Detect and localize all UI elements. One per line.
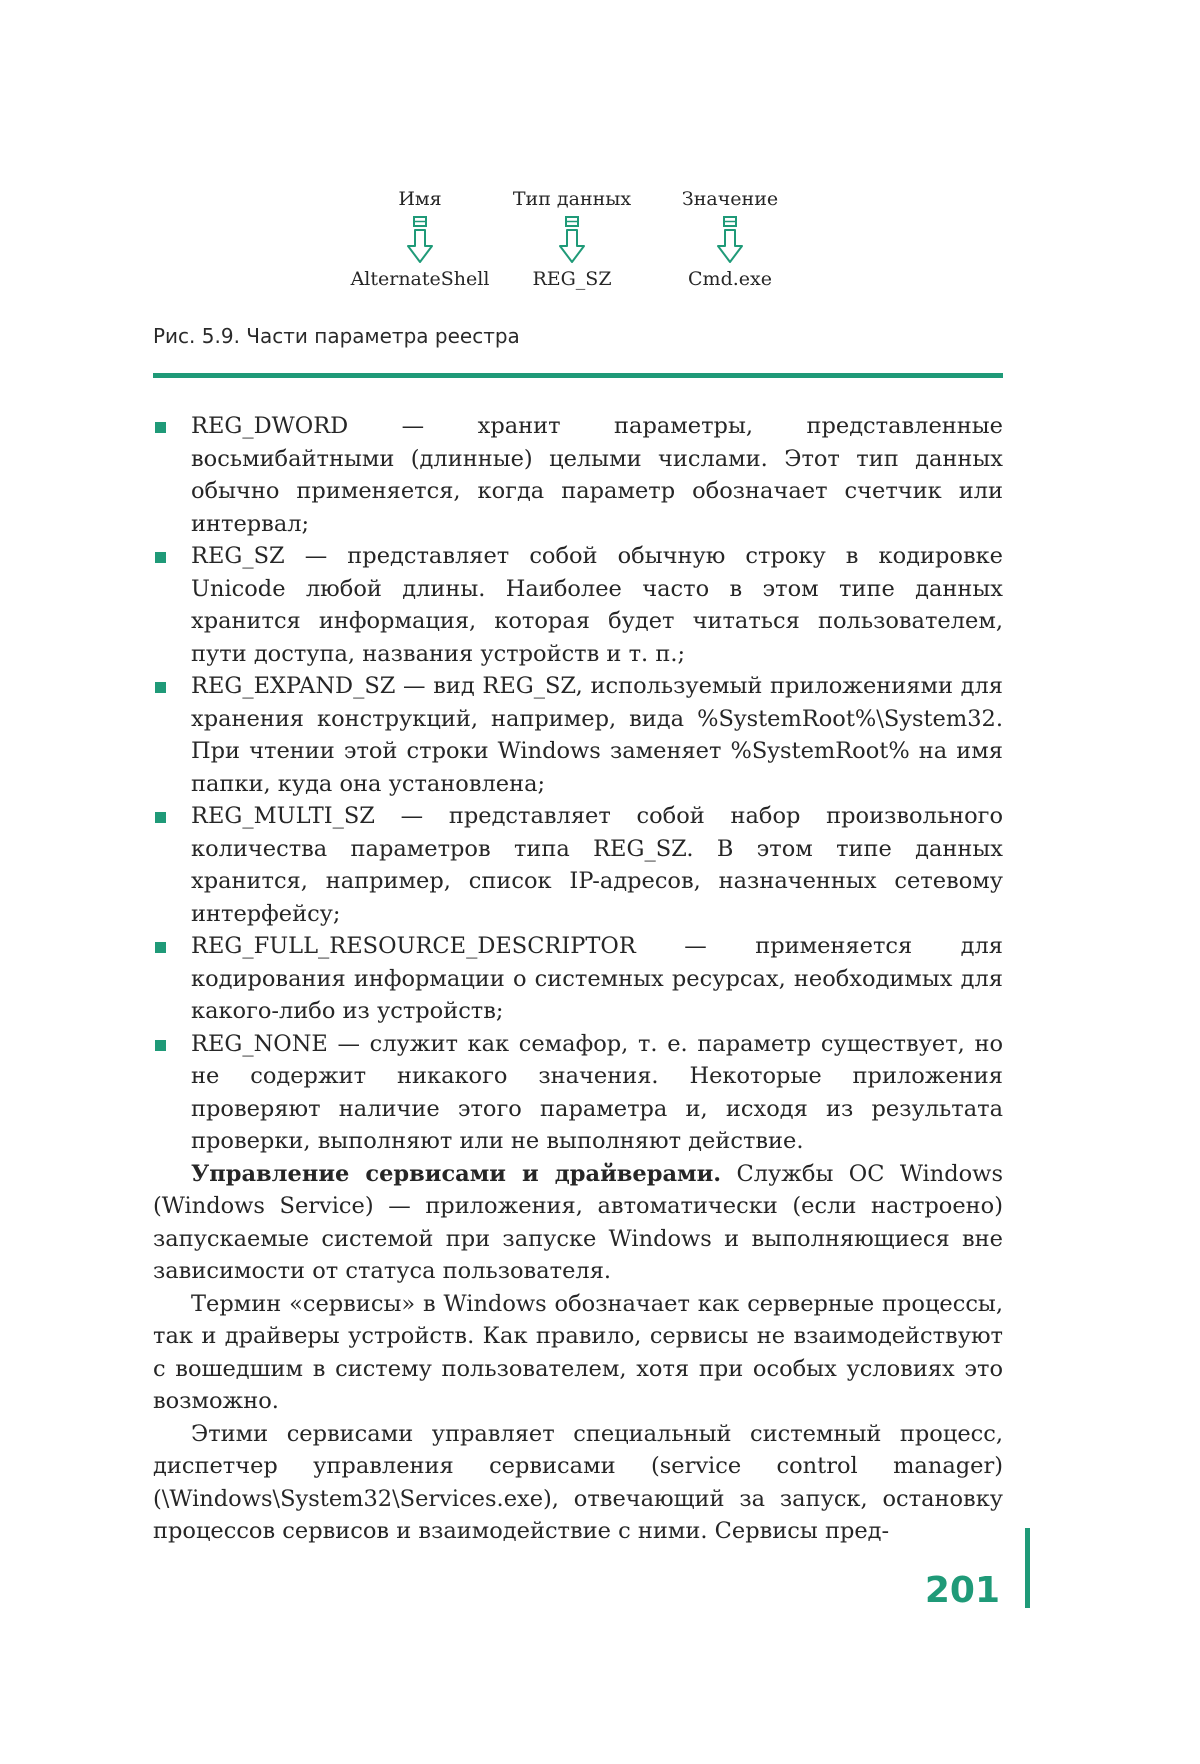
figure-value-reg-sz: REG_SZ <box>532 268 612 290</box>
figure-label-type: Тип данных <box>512 188 632 210</box>
square-bullet-icon <box>155 1040 166 1051</box>
list-item-text: REG_NONE — служит как семафор, т. е. параметр существует, но не содержит никакого значения. Некоторые приложения проверяют наличие этого параметра и, исходя из результата проверки, выполняют или не выполняют действие. <box>191 1030 1003 1154</box>
figure-column-name <box>340 188 500 290</box>
list-item <box>153 410 1003 540</box>
down-arrow-icon <box>715 216 745 266</box>
figure-column-type <box>492 188 652 290</box>
down-arrow-icon <box>557 216 587 266</box>
list-item <box>153 930 1003 1028</box>
list-item <box>153 1028 1003 1158</box>
figure-value-cmd-exe: Cmd.exe <box>688 268 772 290</box>
square-bullet-icon <box>155 812 166 823</box>
list-item <box>153 670 1003 800</box>
figure-column-value <box>650 188 810 290</box>
registry-type-list <box>153 410 1003 1158</box>
paragraph: Этими сервисами управляет специальный системный процесс, диспетчер управления сервисами (service control manager) (\Windows\System32\Services.exe), отвечающий за запуск, остановку процессов сервисов и взаимодействие с ними. Сервисы пред- <box>153 1420 1003 1544</box>
figure-value-alternateshell: AlternateShell <box>350 268 490 290</box>
square-bullet-icon <box>155 682 166 693</box>
page-body <box>153 410 1003 1548</box>
down-arrow-icon <box>405 216 435 266</box>
figure-label-name: Имя <box>398 188 442 210</box>
list-item-text: REG_SZ — представляет собой обычную строку в кодировке Unicode любой длины. Наиболее часто в этом типе данных хранится информация, которая будет читаться пользователем, пути доступа, названия устройств и т. п.; <box>191 543 1003 667</box>
figure-label-value: Значение <box>681 188 779 210</box>
list-item <box>153 800 1003 930</box>
section-lead: Службы ОС Windows (Windows Service) — приложения, автоматически (если настроено) запускаемые системой при запуске Windows и выполняющиеся вне зависимости от статуса пользователя. <box>153 1160 1003 1284</box>
list-item-text: REG_FULL_RESOURCE_DESCRIPTOR — применяется для кодирования информации о системных ресурсах, необходимых для какого-либо из устройств; <box>191 933 1003 1024</box>
figure-caption: Рис. 5.9. Части параметра реестра <box>153 324 520 348</box>
page-number: 201 <box>924 1570 1000 1611</box>
square-bullet-icon <box>155 422 166 433</box>
page-number-bar <box>1025 1528 1030 1608</box>
square-bullet-icon <box>155 942 166 953</box>
section-heading: Управление сервисами и драйверами. <box>191 1160 722 1187</box>
square-bullet-icon <box>155 552 166 563</box>
list-item-text: REG_EXPAND_SZ — вид REG_SZ, используемый приложениями для хранения конструкций, например, вида %SystemRoot%\System32. При чтении этой строки Windows заменяет %SystemRoot% на имя папки, куда она установлена; <box>191 673 1003 797</box>
registry-parameter-figure <box>340 188 820 308</box>
caption-divider <box>153 373 1003 378</box>
list-item-text: REG_DWORD — хранит параметры, представленные восьмибайтными (длинные) целыми числами. Этот тип данных обычно применяется, когда параметр обозначает счетчик или интервал; <box>191 413 1003 537</box>
paragraph: Термин «сервисы» в Windows обозначает как серверные процессы, так и драйверы устройств. Как правило, сервисы не взаимодействуют с вошедшим в систему пользователем, хотя при особых условиях это возможно. <box>153 1290 1003 1414</box>
section-paragraph <box>153 1158 1003 1288</box>
list-item <box>153 540 1003 670</box>
list-item-text: REG_MULTI_SZ — представляет собой набор произвольного количества параметров типа REG_SZ. В этом типе данных хранится, например, список IP-адресов, назначенных сетевому интерфейсу; <box>191 803 1003 927</box>
